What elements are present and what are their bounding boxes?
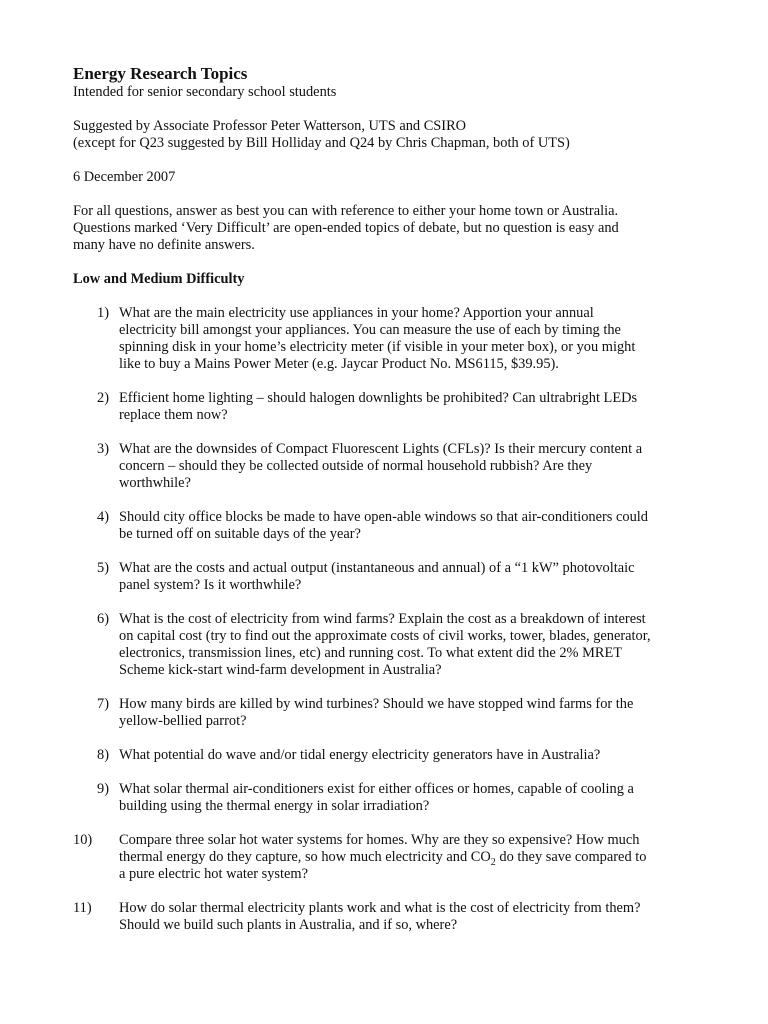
question-line: concern – should they be collected outside of normal household rubbish? Are they xyxy=(119,458,593,474)
question-text xyxy=(119,611,703,679)
question-line: Compare three solar hot water systems for homes. Why are they so expensive? How much xyxy=(119,832,640,848)
question-line: Should city office blocks be made to have open-able windows so that air-conditioners could xyxy=(119,509,648,525)
question-number: 3) xyxy=(97,441,109,457)
document-date: 6 December 2007 xyxy=(73,169,176,185)
question-number: 8) xyxy=(97,747,109,763)
question-item xyxy=(73,611,703,679)
document-title: Energy Research Topics xyxy=(73,64,248,83)
question-item xyxy=(73,747,703,764)
question-line: be turned off on suitable days of the year? xyxy=(119,526,361,542)
question-number: 1) xyxy=(97,305,109,321)
question-number: 10) xyxy=(73,832,93,848)
question-number: 6) xyxy=(97,611,109,627)
question-line: What potential do wave and/or tidal energy electricity generators have in Australia? xyxy=(119,747,601,763)
question-line: What are the main electricity use appliances in your home? Apportion your annual xyxy=(119,305,594,321)
question-item xyxy=(73,441,703,492)
question-line: Scheme kick-start wind-farm development in Australia? xyxy=(119,662,442,678)
question-item xyxy=(73,560,703,594)
question-line: electronics, transmission lines, etc) and running cost. To what extent did the 2% MRET xyxy=(119,645,623,661)
question-item xyxy=(73,781,703,815)
question-line: How many birds are killed by wind turbines? Should we have stopped wind farms for the xyxy=(119,696,634,712)
question-line: What are the costs and actual output (instantaneous and annual) of a “1 kW” photovoltaic xyxy=(119,560,635,576)
document-subtitle: Intended for senior secondary school students xyxy=(73,84,337,100)
section-heading: Low and Medium Difficulty xyxy=(73,271,245,287)
question-text xyxy=(119,560,703,594)
question-line: How do solar thermal electricity plants work and what is the cost of electricity from them? xyxy=(119,900,641,916)
question-line: What is the cost of electricity from wind farms? Explain the cost as a breakdown of interest xyxy=(119,611,646,627)
question-text xyxy=(119,509,703,543)
question-number: 9) xyxy=(97,781,109,797)
question-text xyxy=(119,900,703,934)
question-number: 11) xyxy=(73,900,92,916)
question-line: replace them now? xyxy=(119,407,228,423)
intro-line: For all questions, answer as best you can with reference to either your home town or Australia. xyxy=(73,203,619,219)
question-line-part: thermal energy do they capture, so how much electricity and CO xyxy=(119,849,491,865)
question-line: spinning disk in your home’s electricity meter (if visible in your meter box), or you might xyxy=(119,339,636,355)
question-list xyxy=(73,305,703,934)
question-number: 4) xyxy=(97,509,109,525)
question-text xyxy=(119,390,703,424)
question-text xyxy=(119,441,703,492)
question-line xyxy=(119,849,703,866)
question-line: What are the downsides of Compact Fluorescent Lights (CFLs)? Is their mercury content a xyxy=(119,441,643,457)
question-line-part: do they save compared to xyxy=(495,849,647,865)
question-number: 7) xyxy=(97,696,109,712)
co2-subscript: 2 xyxy=(490,856,496,868)
question-text xyxy=(119,696,703,730)
question-line: panel system? Is it worthwhile? xyxy=(119,577,302,593)
question-text xyxy=(119,747,703,764)
question-line: electricity bill amongst your appliances. You can measure the use of each by timing the xyxy=(119,322,621,338)
question-line: Efficient home lighting – should halogen downlights be prohibited? Can ultrabright LEDs xyxy=(119,390,638,406)
question-item xyxy=(73,832,703,883)
question-line: yellow-bellied parrot? xyxy=(119,713,247,729)
question-line: like to buy a Mains Power Meter (e.g. Jaycar Product No. MS6115, $39.95). xyxy=(119,356,559,372)
question-text xyxy=(119,305,703,373)
question-line: Should we build such plants in Australia, and if so, where? xyxy=(119,917,458,933)
question-line: What solar thermal air-conditioners exist for either offices or homes, capable of cooling a xyxy=(119,781,634,797)
question-item xyxy=(73,696,703,730)
question-item xyxy=(73,900,703,934)
suggested-by: Suggested by Associate Professor Peter Watterson, UTS and CSIRO xyxy=(73,118,467,134)
intro-line: Questions marked ‘Very Difficult’ are open-ended topics of debate, but no question is easy and xyxy=(73,220,619,236)
question-text xyxy=(119,832,703,883)
question-line: worthwhile? xyxy=(119,475,191,491)
document-page xyxy=(73,64,703,951)
question-item xyxy=(73,509,703,543)
question-line: building using the thermal energy in solar irradiation? xyxy=(119,798,430,814)
question-line: on capital cost (try to find out the approximate costs of civil works, tower, blades, generator, xyxy=(119,628,651,644)
suggested-note: (except for Q23 suggested by Bill Holliday and Q24 by Chris Chapman, both of UTS) xyxy=(73,135,570,151)
question-number: 5) xyxy=(97,560,109,576)
question-line: a pure electric hot water system? xyxy=(119,866,308,882)
question-text xyxy=(119,781,703,815)
intro-line: many have no definite answers. xyxy=(73,237,255,253)
question-number: 2) xyxy=(97,390,109,406)
question-item xyxy=(73,390,703,424)
question-item xyxy=(73,305,703,373)
